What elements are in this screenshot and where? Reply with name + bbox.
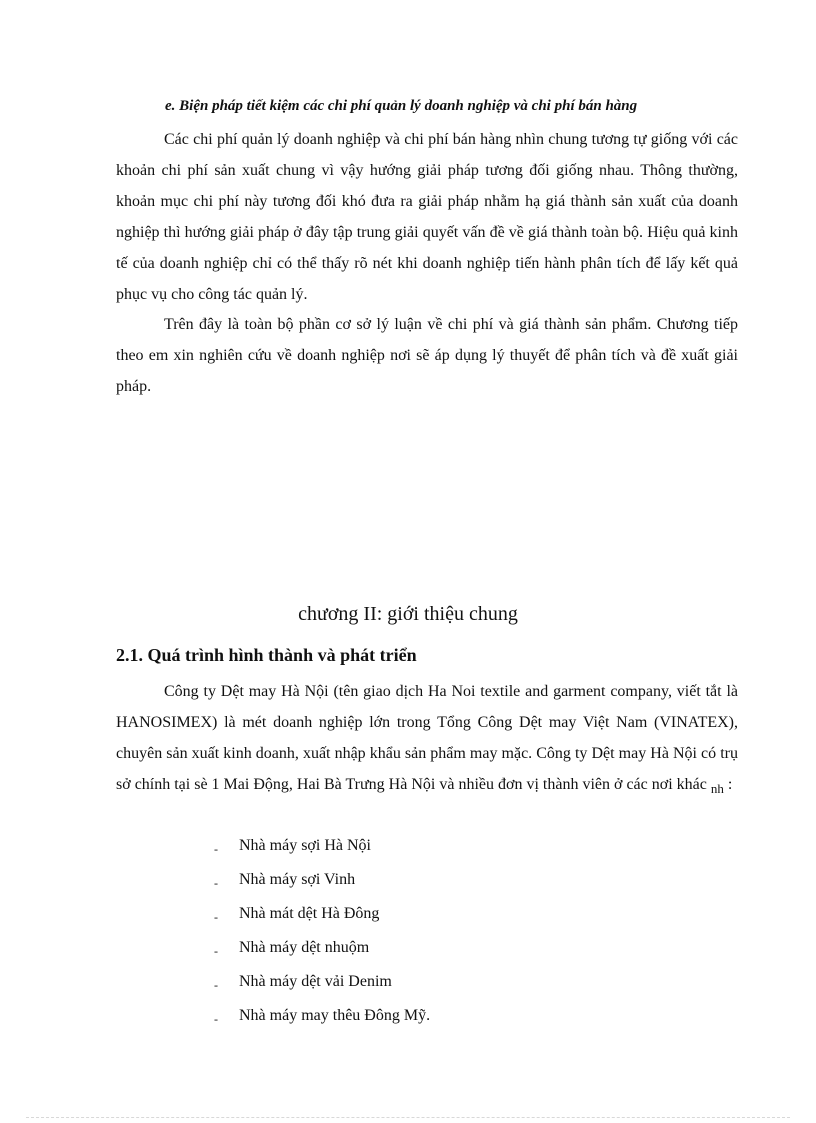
list-item-text: Nhà máy sợi Hà Nội (239, 837, 371, 854)
subheading: e. Biện pháp tiết kiệm các chi phí quản lý doanh nghiệp và chi phí bán hàng (165, 98, 638, 114)
list-item-text: Nhà máy may thêu Đông Mỹ. (239, 1007, 431, 1024)
paragraph-3-small: nh (710, 781, 724, 796)
list-item-text: Nhà máy dệt vải Denim (239, 973, 392, 990)
bullet-dash: - (214, 944, 218, 958)
list-item (214, 864, 430, 898)
list-item-text: Nhà máy dệt nhuộm (239, 939, 370, 956)
page-bottom-divider (26, 1117, 790, 1118)
factory-list (214, 830, 430, 1034)
bullet-dash: - (214, 876, 218, 890)
paragraph-1: Các chi phí quản lý doanh nghiệp và chi phí bán hàng nhìn chung tương tự giống với các khoản chi phí sản xuất chung vì vậy hướng giải pháp tương đối giống nhau. Thông thường, khoản mục chi phí này tương đối khó đưa ra giải pháp nhằm hạ giá thành sản xuất của doanh nghiệp thì hướng giải pháp ở đây tập trung giải quyết vấn đề về giá thành toàn bộ. Hiệu quả kinh tế của doanh nghiệp chỉ có thể thấy rõ nét khi doanh nghiệp tiến hành phân tích để lấy kết quả phục vụ cho công tác quản lý. (116, 131, 738, 303)
list-item (214, 966, 430, 1000)
bullet-dash: - (214, 978, 218, 992)
paragraph-3-main: Công ty Dệt may Hà Nội (tên giao dịch Ha Noi textile and garment company, viết tắt là HANOSIMEX) là mét doanh nghiệp lớn trong Tổng Công Dệt may Việt Nam (VINATEX), chuyên sản xuất kinh doanh, xuất nhập khẩu sản phẩm may mặc. Công ty Dệt may Hà Nội có trụ sở chính tại sè 1 Mai Động, Hai Bà Trưng Hà Nội và nhiều đơn vị thành viên ở các nơi khác (116, 683, 738, 793)
list-item-text: Nhà máy sợi Vinh (239, 871, 356, 888)
chapter-title: chương II: giới thiệu chung (298, 603, 518, 625)
paragraph-3 (116, 676, 738, 800)
list-item (214, 830, 430, 864)
paragraph-3-tail: : (727, 776, 733, 793)
list-item-text: Nhà mát dệt Hà Đông (239, 905, 380, 922)
paragraph-2: Trên đây là toàn bộ phần cơ sở lý luận về chi phí và giá thành sản phẩm. Chương tiếp theo em xin nghiên cứu về doanh nghiệp nơi sẽ áp dụng lý thuyết để phân tích và đề xuất giải pháp. (116, 316, 738, 395)
list-item (214, 1000, 430, 1034)
section-title: 2.1. Quá trình hình thành và phát triển (116, 645, 417, 665)
bullet-dash: - (214, 910, 218, 924)
list-item (214, 898, 430, 932)
bullet-dash: - (214, 842, 218, 856)
bullet-dash: - (214, 1012, 218, 1026)
list-item (214, 932, 430, 966)
